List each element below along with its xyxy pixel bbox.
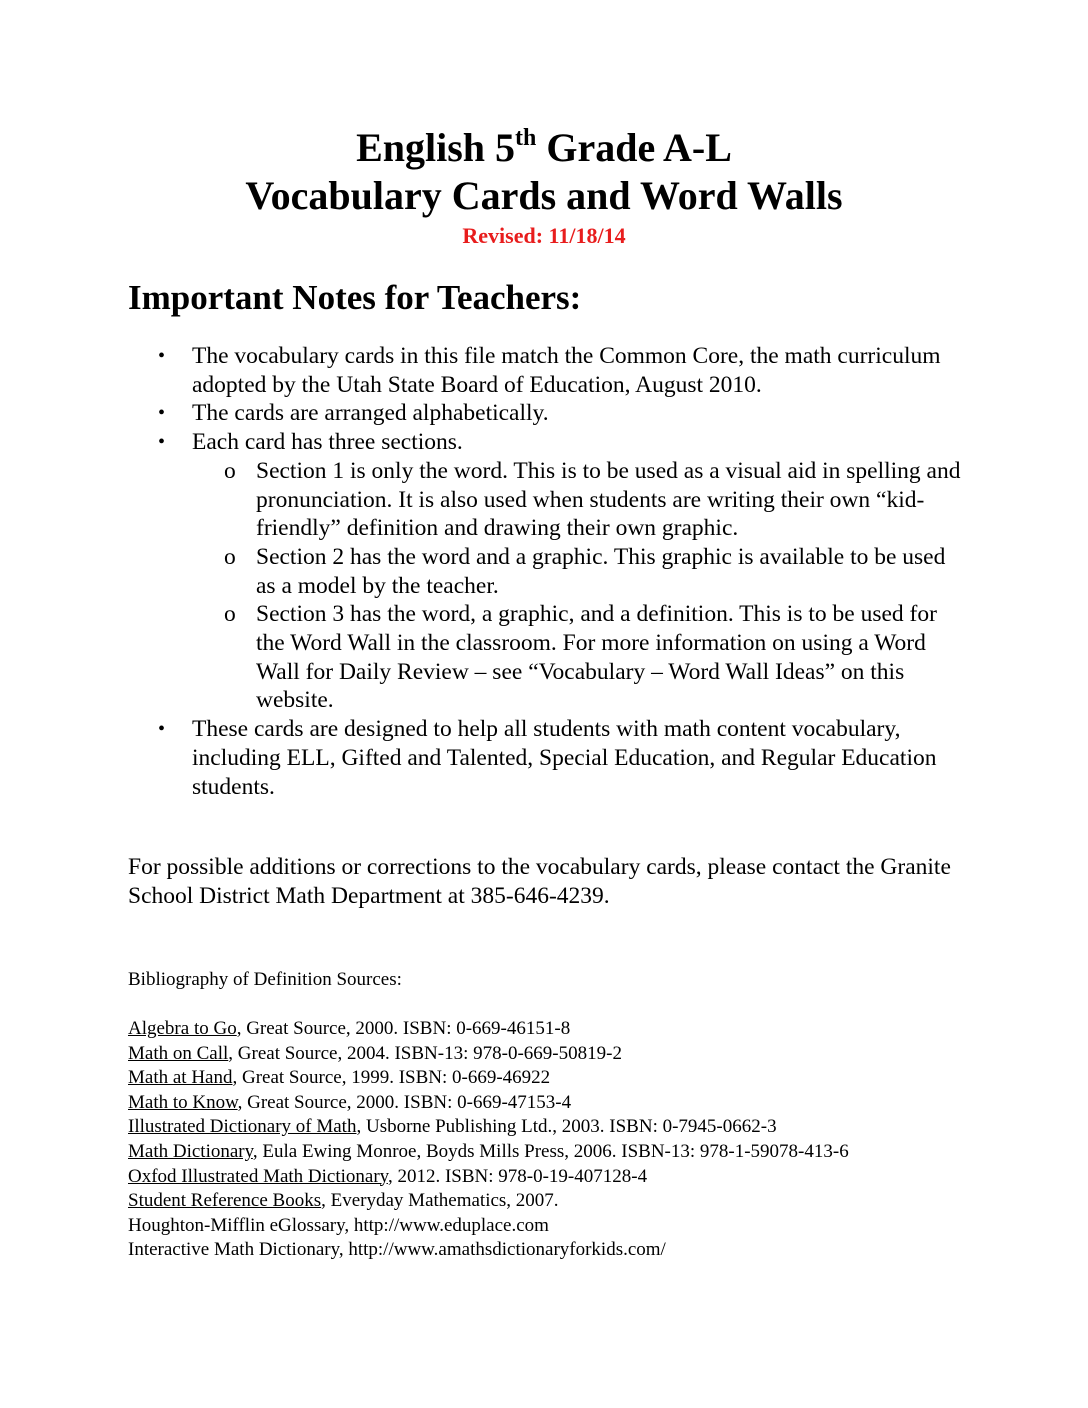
- bibliography-list: [128, 1017, 1028, 1263]
- document-title: [0, 124, 1088, 172]
- bibliography-entry: [128, 1214, 1028, 1239]
- list-item: [128, 342, 968, 399]
- sub-note-text: Section 2 has the word and a graphic. This graphic is available to be used as a model by the teacher.: [256, 543, 946, 599]
- book-title: Math on Call: [128, 1042, 229, 1064]
- book-details: , Everyday Mathematics, 2007.: [321, 1190, 559, 1212]
- bibliography-entry: [128, 1066, 1028, 1091]
- book-details: , Great Source, 2004. ISBN-13: 978-0-669-50819-2: [228, 1042, 622, 1064]
- book-title: Student Reference Books: [128, 1190, 322, 1212]
- bibliography-entry: [128, 1238, 1028, 1263]
- title-superscript: th: [515, 125, 537, 151]
- bullet-icon: •: [158, 345, 166, 367]
- revised-date: Revised: 11/18/14: [462, 223, 626, 248]
- sub-note-text: Section 3 has the word, a graphic, and a definition. This is to be used for the Word Wall in the classroom. For more information on using a Word Wall for Daily Review – see “Vocabulary – Word Wall Ideas” on this website.: [256, 601, 937, 714]
- circle-bullet-icon: o: [224, 601, 236, 628]
- book-details: , 2012. ISBN: 978-0-19-407128-4: [387, 1165, 648, 1187]
- document-subtitle: Vocabulary Cards and Word Walls: [245, 173, 843, 218]
- bibliography-entry: [128, 1042, 1028, 1067]
- bibliography-entry: [128, 1115, 1028, 1140]
- bibliography-entry: [128, 1091, 1028, 1116]
- title-suffix: Grade A-L: [536, 125, 732, 170]
- book-details: , Great Source, 2000. ISBN: 0-669-46151-8: [236, 1018, 571, 1039]
- book-details: , Great Source, 1999. ISBN: 0-669-46922: [232, 1067, 551, 1089]
- book-title: Algebra to Go: [128, 1018, 237, 1039]
- book-details: , Great Source, 2000. ISBN: 0-669-47153-4: [237, 1091, 572, 1113]
- book-title: Oxfod Illustrated Math Dictionary: [128, 1165, 388, 1187]
- bullet-icon: •: [158, 431, 166, 454]
- notes-list: [128, 342, 968, 801]
- list-item: [128, 715, 968, 801]
- book-details: , Usborne Publishing Ltd., 2003. ISBN: 0-7945-0662-3: [356, 1116, 777, 1138]
- title-prefix: English 5: [356, 125, 516, 170]
- bibliography-entry: [128, 1165, 1028, 1190]
- note-text: The cards are arranged alphabetically.: [192, 400, 549, 427]
- bullet-icon: •: [158, 402, 166, 425]
- book-details: , Eula Ewing Monroe, Boyds Mills Press, 2006. ISBN-13: 978-1-59078-413-6: [252, 1140, 849, 1162]
- bibliography-entry: [128, 1140, 1028, 1165]
- list-item: [128, 428, 968, 715]
- sub-list-item: [192, 543, 968, 600]
- bibliography-entry: [128, 1017, 1028, 1042]
- web-source: Houghton-Mifflin eGlossary, http://www.eduplace.com: [128, 1214, 549, 1236]
- list-item: [128, 399, 968, 428]
- bibliography-entry: [128, 1189, 1028, 1214]
- note-text: These cards are designed to help all students with math content vocabulary, including ELL, Gifted and Talented, Special Education, and Regular Education students.: [192, 716, 937, 800]
- circle-bullet-icon: o: [224, 457, 236, 484]
- note-text: Each card has three sections.: [192, 429, 463, 456]
- bullet-icon: •: [158, 718, 166, 741]
- note-text: The vocabulary cards in this file match the Common Core, the math curriculum adopted by the Utah State Board of Education, August 2010.: [192, 343, 941, 398]
- sections-sublist: [192, 457, 968, 715]
- book-title: Math Dictionary: [128, 1140, 253, 1162]
- sub-list-item: [192, 457, 968, 543]
- book-title: Illustrated Dictionary of Math: [128, 1116, 357, 1138]
- book-title: Math to Know: [128, 1091, 238, 1113]
- bibliography-heading: Bibliography of Definition Sources:: [128, 969, 402, 990]
- sub-list-item: [192, 600, 968, 715]
- book-title: Math at Hand: [128, 1067, 233, 1089]
- notes-heading: Important Notes for Teachers:: [128, 278, 582, 317]
- circle-bullet-icon: o: [224, 543, 236, 570]
- sub-note-text: Section 1 is only the word. This is to be used as a visual aid in spelling and pronunciation. It is also used when students are writing their own “kid-friendly” definition and drawing their own graphic.: [256, 457, 961, 542]
- web-source: Interactive Math Dictionary, http://www.amathsdictionaryforkids.com/: [128, 1239, 666, 1261]
- contact-paragraph: For possible additions or corrections to the vocabulary cards, please contact the Granite School District Math Department at 385-646-4239.: [128, 854, 951, 909]
- title-block: [0, 124, 1088, 251]
